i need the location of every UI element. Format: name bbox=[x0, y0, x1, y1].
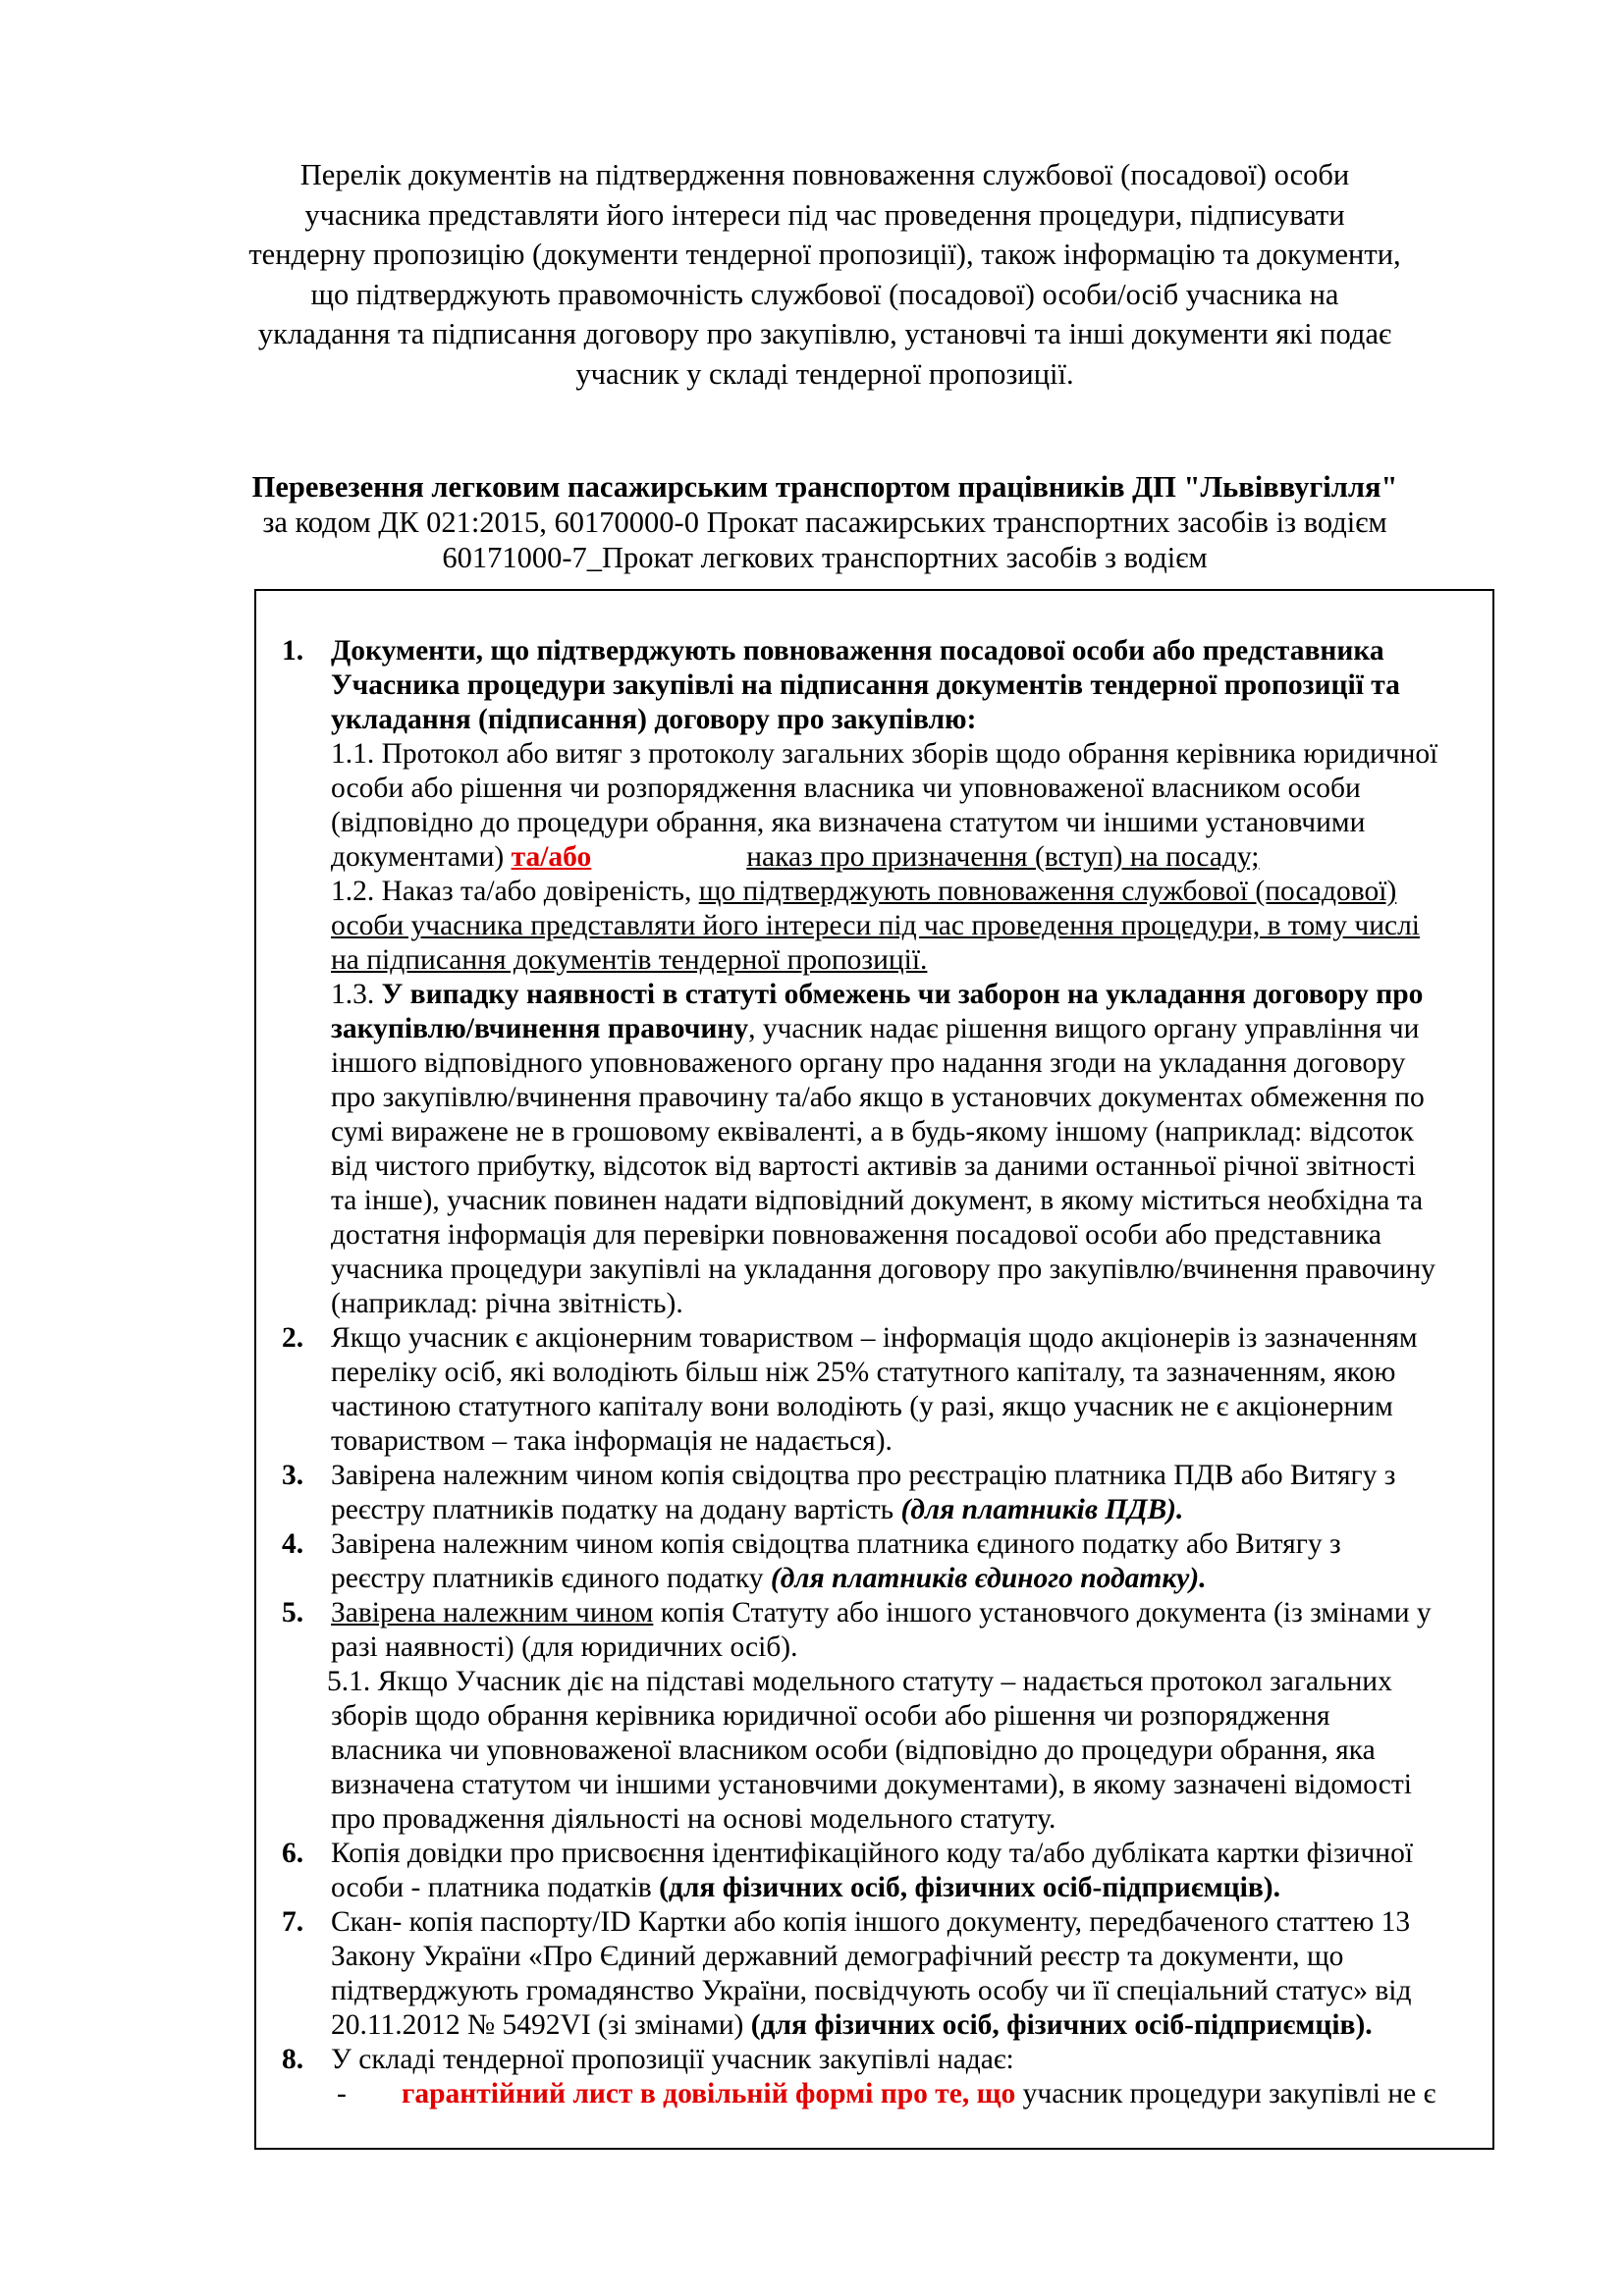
procurement-subject bbox=[226, 469, 1424, 575]
sub-item-text: визначена статутом чи іншими установчими документами), в якому зазначені відомості bbox=[331, 1769, 1412, 1800]
sub-item-text: сумі виражене не в грошовому еквіваленті, а в будь-якому іншому (наприклад: відсоток bbox=[331, 1116, 1414, 1148]
item-heading: Учасника процедури закупівлі на підписання документів тендерної пропозиції та bbox=[331, 669, 1400, 701]
item-text: реєстру платників єдиного податку bbox=[331, 1563, 771, 1594]
item-text: копія Статуту або іншого установчого документа (із змінами у bbox=[653, 1597, 1432, 1629]
item-number: 2. bbox=[282, 1322, 304, 1354]
intro-line: що підтверджують правомочність службової (посадової) особи/осіб учасника на bbox=[310, 277, 1339, 311]
item-text: Якщо учасник є акціонерним товариством – інформація щодо акціонерів із зазначенням bbox=[331, 1322, 1418, 1354]
sub-item-text: 5.1. Якщо Учасник діє на підставі модельного статуту – надається протокол загальних bbox=[327, 1666, 1392, 1697]
document-list bbox=[270, 634, 1492, 2111]
list-item-3 bbox=[270, 1459, 1492, 1527]
item-text: Скан- копія паспорту/ID Картки або копія іншого документу, передбаченого статтею 13 bbox=[331, 1906, 1411, 1938]
sub-item-text: документами) bbox=[331, 841, 512, 873]
item-number: 7. bbox=[282, 1906, 304, 1938]
item-line bbox=[331, 1596, 1492, 1630]
item-text: Копія довідки про присвоєння ідентифікаційного коду та/або дубліката картки фізичної bbox=[331, 1838, 1414, 1869]
item-number: 3. bbox=[282, 1460, 304, 1491]
sub-item-line bbox=[331, 1012, 1492, 1046]
bold-text: закупівлю/вчинення правочину bbox=[331, 1013, 749, 1044]
item-heading: Документи, що підтверджують повноваження посадової особи або представника bbox=[331, 635, 1384, 667]
sub-item-text: , учасник надає рішення вищого органу управління чи bbox=[748, 1013, 1420, 1044]
sub-item-text: від чистого прибутку, відсоток від вартості активів за даними останньої річної звітності bbox=[331, 1150, 1416, 1182]
item-text: разі наявності) (для юридичних осіб). bbox=[331, 1631, 798, 1663]
list-item-4 bbox=[270, 1527, 1492, 1596]
underlined-text: наказ про призначення (вступ) на посаду; bbox=[746, 841, 1260, 873]
underlined-text: на підписання документів тендерної пропозиції. bbox=[331, 944, 928, 976]
intro-line: укладання та підписання договору про закупівлю, установчі та інші документи які подає bbox=[257, 317, 1392, 350]
sub-item-text: зборів щодо обрання керівника юридичної особи або рішення чи розпорядження bbox=[331, 1700, 1330, 1732]
item-text: Закону України «Про Єдиний державний демографічний реєстр та документи, що bbox=[331, 1941, 1344, 1972]
subject-title: Перевезення легковим пасажирським транспортом працівників ДП "Львіввугілля" bbox=[251, 470, 1398, 504]
item-text: Завірена належним чином копія свідоцтва платника єдиного податку або Витягу з bbox=[331, 1528, 1341, 1560]
item-text: особи - платника податків bbox=[331, 1872, 660, 1903]
bold-note: (для фізичних осіб, фізичних осіб-підприємців). bbox=[750, 2009, 1373, 2041]
sub-item-text: учасника процедури закупівлі на укладання договору про закупівлю/вчинення правочину bbox=[331, 1254, 1435, 1285]
red-highlight-text: гарантійний лист в довільній формі про те, що bbox=[402, 2078, 1016, 2109]
intro-line: учасник у складі тендерної пропозиції. bbox=[575, 356, 1074, 391]
list-item-1 bbox=[270, 634, 1492, 1321]
item-line bbox=[331, 1493, 1492, 1527]
sub-item-line bbox=[331, 978, 1492, 1012]
bold-italic-note: (для платників ПДВ). bbox=[900, 1494, 1184, 1525]
item-text: товариством – така інформація не надається). bbox=[331, 1425, 893, 1457]
intro-line: тендерну пропозицію (документи тендерної пропозиції), також інформацію та документи, bbox=[248, 238, 1401, 271]
list-item-6 bbox=[270, 1837, 1492, 1905]
sub-item-text: про провадження діяльності на основі модельного статуту. bbox=[331, 1803, 1056, 1835]
bold-note: (для фізичних осіб, фізичних осіб-підприємців). bbox=[659, 1872, 1281, 1903]
item-number: 1. bbox=[282, 635, 304, 667]
item-line bbox=[331, 2077, 1492, 2111]
sub-item-line bbox=[331, 875, 1492, 909]
sub-item-text: 1.1. Протокол або витяг з протоколу загальних зборів щодо обрання керівника юридичної bbox=[331, 738, 1438, 770]
item-text: У складі тендерної пропозиції учасник закупівлі надає: bbox=[331, 2044, 1014, 2075]
list-item-7 bbox=[270, 1905, 1492, 2043]
list-item-2 bbox=[270, 1321, 1492, 1459]
item-text: переліку осіб, які володіють більш ніж 25% статутного капіталу, та зазначенням, якою bbox=[331, 1357, 1396, 1388]
sub-item-text: та інше), учасник повинен надати відповідний документ, в якому міститься необхідна та bbox=[331, 1185, 1424, 1216]
list-item-5 bbox=[270, 1596, 1492, 1837]
item-text: учасник процедури закупівлі не є bbox=[1015, 2078, 1436, 2109]
underlined-text: Завірена належним чином bbox=[331, 1597, 654, 1629]
sub-item-text: особи або рішення чи розпорядження власника чи уповноваженої власником особи bbox=[331, 773, 1361, 804]
underlined-text: що підтверджують повноваження службової (посадової) bbox=[698, 876, 1397, 907]
item-line bbox=[331, 2008, 1492, 2043]
item-text: Завірена належним чином копія свідоцтва про реєстрацію платника ПДВ або Витягу з bbox=[331, 1460, 1396, 1491]
sub-item-text: іншого відповідного уповноваженого органу про надання згоди на укладання договору bbox=[331, 1047, 1406, 1079]
underlined-text: особи учасника представляти його інтереси під час проведення процедури, в тому числі bbox=[331, 910, 1420, 941]
item-line bbox=[331, 1562, 1492, 1596]
sub-item-text: достатня інформація для перевірки повноваження посадової особи або представника bbox=[331, 1219, 1381, 1251]
sub-item-text: про закупівлю/вчинення правочину та/або якщо в установчих документах обмеження по bbox=[331, 1082, 1425, 1113]
subject-code-line: 60171000-7_Прокат легкових транспортних засобів з водієм bbox=[442, 541, 1208, 574]
list-item-8 bbox=[270, 2043, 1492, 2111]
intro-heading bbox=[226, 155, 1424, 394]
item-line bbox=[331, 1871, 1492, 1905]
sub-item-text: власника чи уповноваженої власником особи (відповідно до процедури обрання, яка bbox=[331, 1735, 1376, 1766]
item-number: 5. bbox=[282, 1597, 304, 1629]
highlight-and-or: та/або bbox=[511, 841, 592, 873]
item-number: 4. bbox=[282, 1528, 304, 1560]
item-number: 8. bbox=[282, 2044, 304, 2075]
sub-item-text: (відповідно до процедури обрання, яка визначена статутом чи іншими установчими bbox=[331, 807, 1366, 838]
item-text: 20.11.2012 № 5492VI (зі змінами) bbox=[331, 2009, 751, 2041]
sub-item-text: (наприклад: річна звітність). bbox=[331, 1288, 683, 1319]
item-number: 6. bbox=[282, 1838, 304, 1869]
dash-bullet: - bbox=[337, 2078, 347, 2109]
bold-text: У випадку наявності в статуті обмежень чи заборон на укладання договору про bbox=[381, 979, 1424, 1010]
intro-line: Перелік документів на підтвердження повноваження службової (посадової) особи bbox=[299, 158, 1350, 191]
item-text: підтверджують громадянство України, посвідчують особу чи її спеціальний статус» від bbox=[331, 1975, 1412, 2006]
item-heading: укладання (підписання) договору про закупівлю: bbox=[331, 704, 977, 735]
item-text: реєстру платників податку на додану вартість bbox=[331, 1494, 901, 1525]
sub-item-text: 1.2. Наказ та/або довіреність, bbox=[331, 876, 699, 907]
item-text: частиною статутного капіталу вони володіють (у разі, якщо учасник не є акціонерним bbox=[331, 1391, 1393, 1422]
bold-italic-note: (для платників єдиного податку). bbox=[770, 1563, 1207, 1594]
sub-item-line bbox=[331, 840, 1492, 875]
sub-item-text: 1.3. bbox=[331, 979, 382, 1010]
intro-line: учасника представляти його інтереси під час проведення процедури, підписувати bbox=[304, 197, 1345, 232]
subject-code-line: за кодом ДК 021:2015, 60170000-0 Прокат пасажирських транспортних засобів із водієм bbox=[262, 506, 1387, 539]
